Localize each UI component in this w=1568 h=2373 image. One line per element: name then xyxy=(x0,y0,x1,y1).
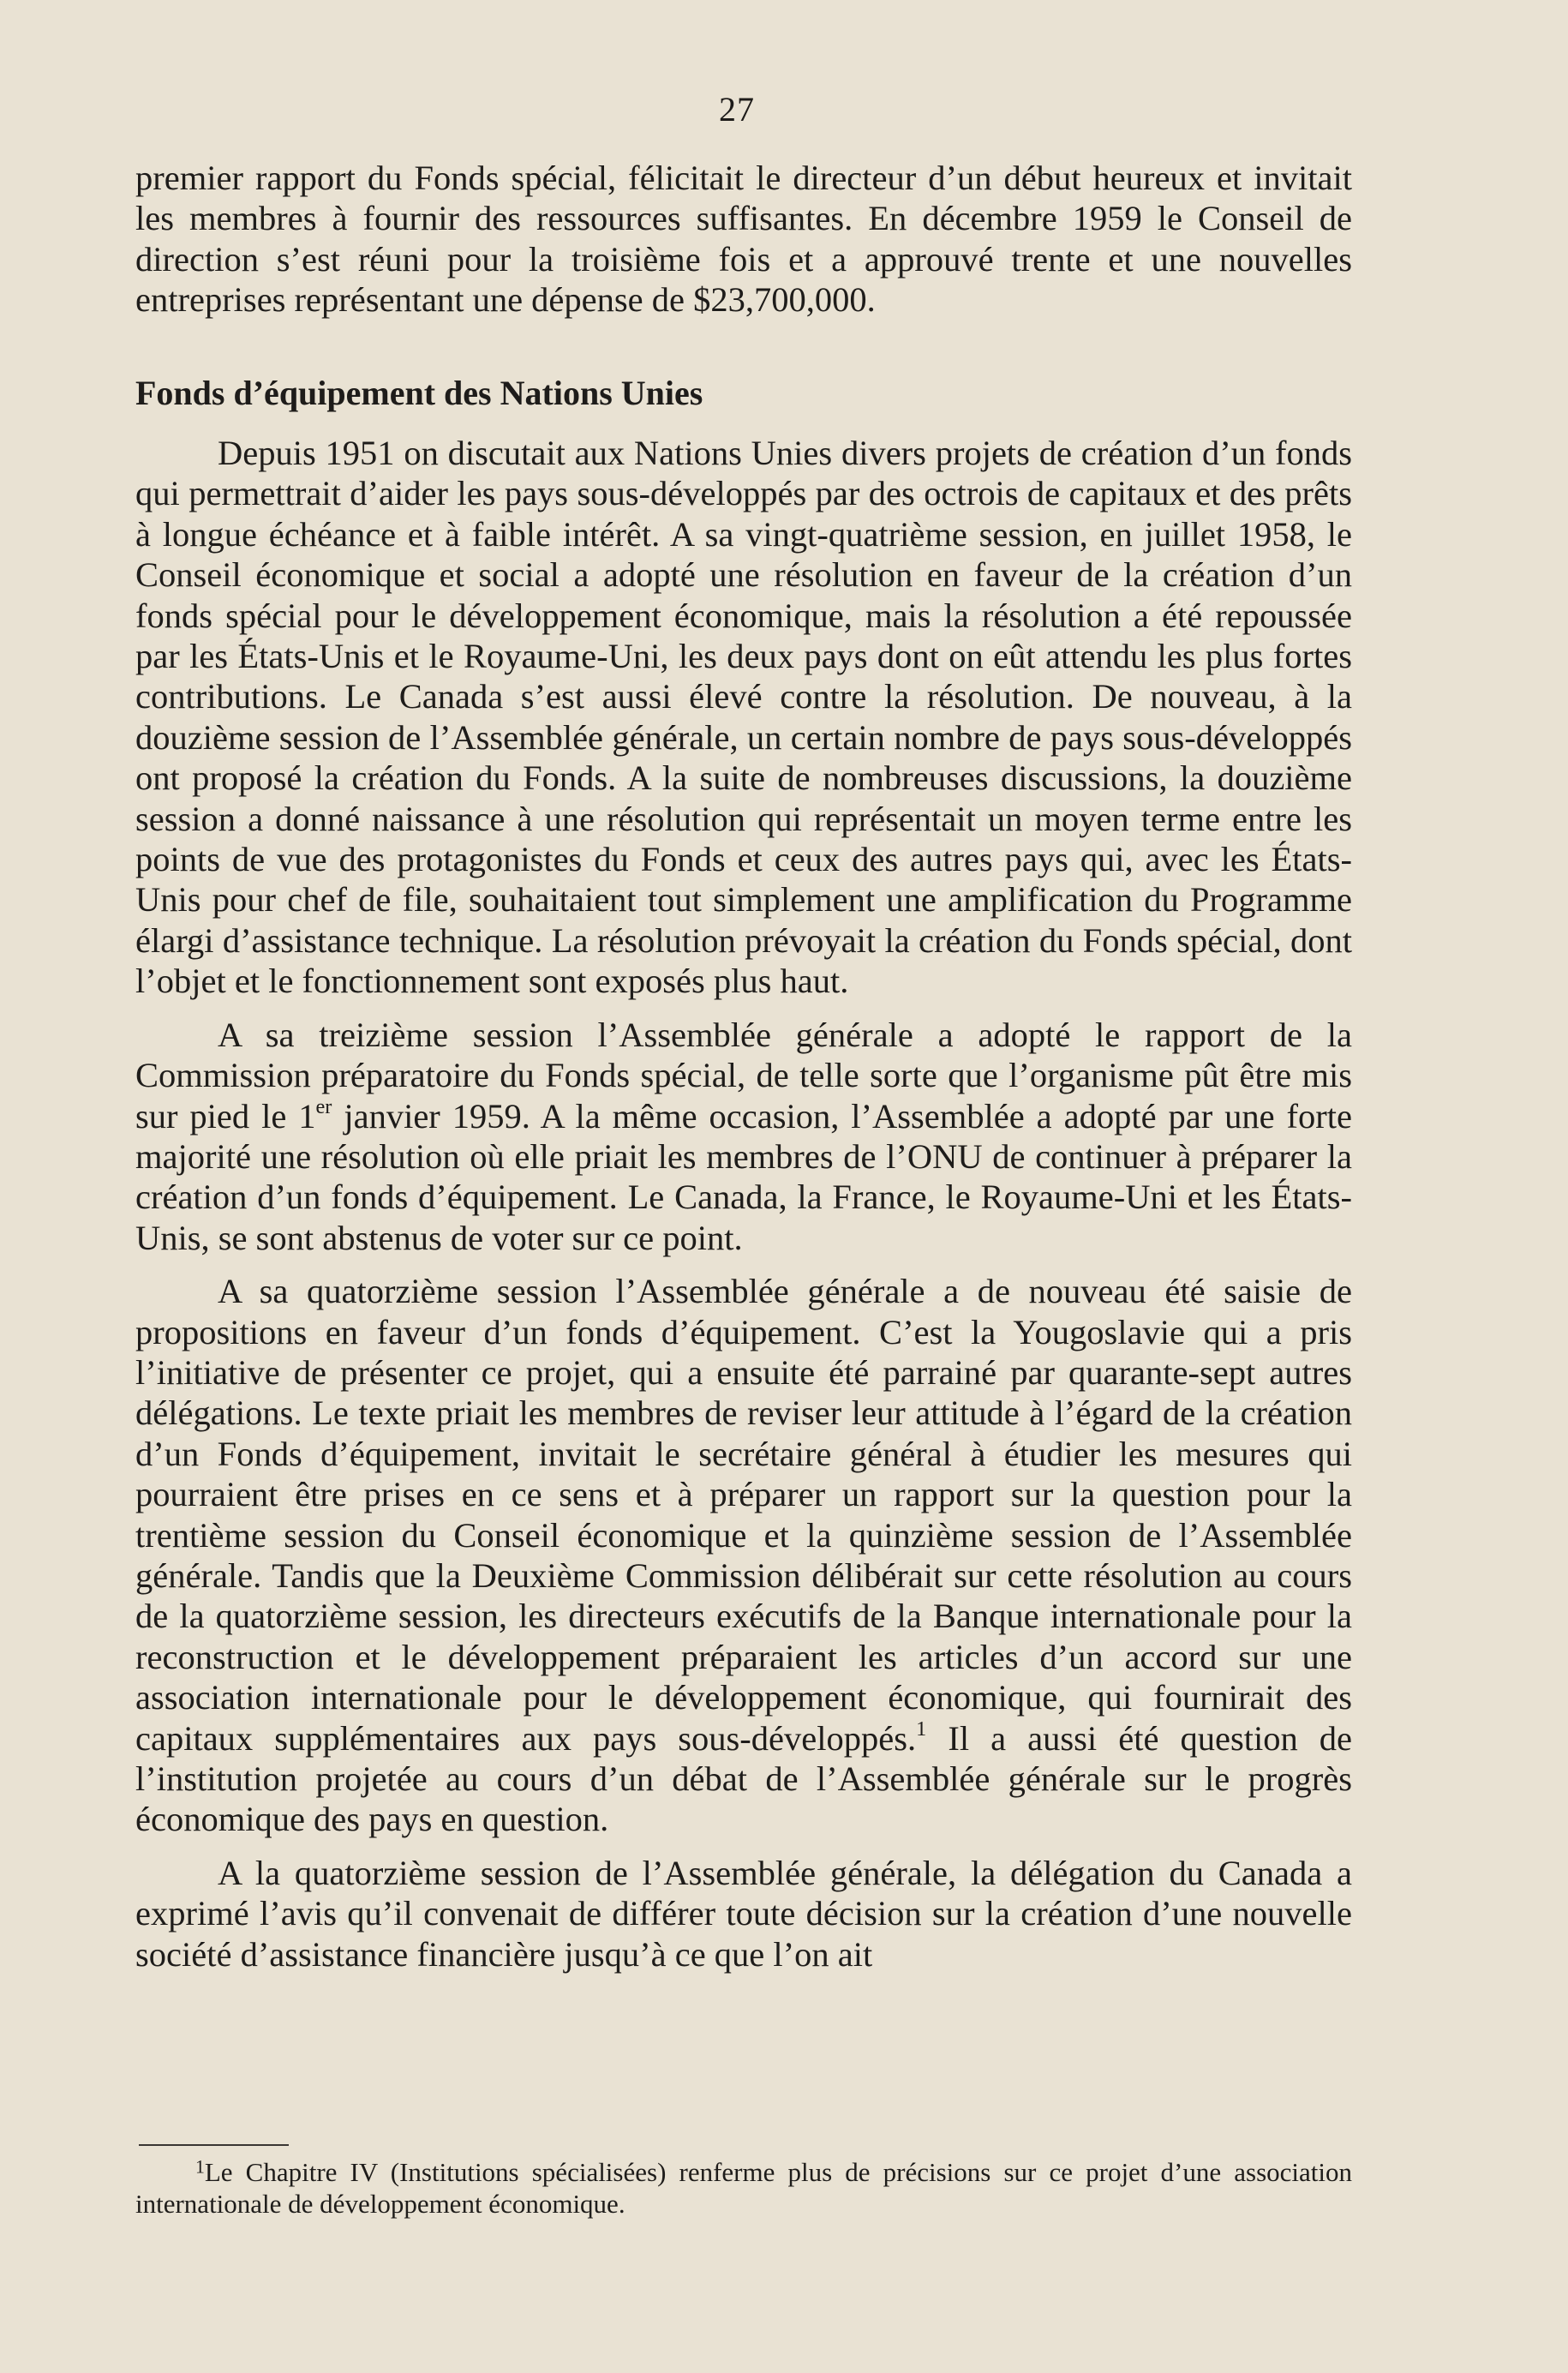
footnote xyxy=(135,2156,1352,2220)
footnote-divider xyxy=(139,2144,289,2146)
paragraph-3-part-2: Il a aussi été question de l’institution projetée au cours d’un débat de l’Assemblée générale sur le progrès économique des pays en question. xyxy=(135,1718,1353,1839)
footnote-text: Le Chapitre IV (Institutions spécialisées) renferme plus de précisions sur ce projet d’une association internationale de développement économique. xyxy=(135,2157,1352,2219)
footnote-marker: 1 xyxy=(195,2156,205,2178)
paragraph-1: Depuis 1951 on discutait aux Nations Unies divers projets de création d’un fonds qui permettrait d’aider les pays sous-développés par des octrois de capitaux et des prêts à longue échéance et à faible intérêt. A sa vingt-quatrième session, en juillet 1958, le Conseil économique et social a adopté une résolution en faveur de la création d’un fonds spécial pour le développement économique, mais la résolution a été repoussée par les États-Unis et le Royaume-Uni, les deux pays dont on eût attendu les plus fortes contributions. Le Canada s’est aussi élevé contre la résolution. De nouveau, à la douzième session de l’Assemblée générale, un certain nombre de pays sous-développés ont proposé la création du Fonds. A la suite de nombreuses discussions, la douzième session a donné naissance à une résolution qui représentait un moyen terme entre les points de vue des protagonistes du Fonds et ceux des autres pays qui, avec les États-Unis pour chef de file, souhaitaient tout simplement une amplification du Programme élargi d’assistance technique. La résolution prévoyait la création du Fonds spécial, dont l’objet et le fonctionnement sont exposés plus haut. xyxy=(135,434,1352,1001)
intro-text-block xyxy=(135,158,1352,321)
paragraph-3 xyxy=(135,1271,1352,1840)
paragraph-4: A la quatorzième session de l’Assemblée générale, la délégation du Canada a exprimé l’avis qu’il convenait de différer toute décision sur la création d’une nouvelle société d’assistance financière jusqu’à ce que l’on ait xyxy=(135,1853,1352,1974)
ordinal-superscript: er xyxy=(315,1094,332,1118)
footnote-reference: 1 xyxy=(916,1717,927,1741)
section-heading: Fonds d’équipement des Nations Unies xyxy=(135,374,703,412)
paragraph-2-part-2: janvier 1959. A la même occasion, l’Assemblée a adopté par une forte majorité une résolution où elle priait les membres de l’ONU de continuer à préparer la création d’un fonds d’équipement. Le Canada, la France, le Royaume-Uni et les États-Unis, se sont abstenus de voter sur ce point. xyxy=(135,1096,1352,1257)
intro-paragraph: premier rapport du Fonds spécial, félicitait le directeur d’un début heureux et invitait les membres à fournir des ressources suffisantes. En décembre 1959 le Conseil de direction s’est réuni pour la troisième fois et a approuvé trente et une nouvelles entreprises représentant une dépense de $23,700,000. xyxy=(135,159,1352,320)
page-number: 27 xyxy=(719,90,755,129)
paragraph-3-part-1: A sa quatorzième session l’Assemblée générale a de nouveau été saisie de propositions en faveur d’un fonds d’équipement. C’est la Yougoslavie qui a pris l’initiative de présenter ce projet, qui a ensuite été parrainé par quarante-sept autres délégations. Le texte priait les membres de reviser leur attitude à l’égard de la création d’un Fonds d’équipement, invitait le secrétaire général à étudier les mesures qui pourraient être prises en ce sens et à préparer un rapport sur la question pour la trentième session du Conseil économique et la quinzième session de l’Assemblée générale. Tandis que la Deuxième Commission délibérait sur cette résolution au cours de la quatorzième session, les directeurs exécutifs de la Banque internationale pour la reconstruction et le développement préparaient les articles d’un accord sur une association internationale pour le développement économique, qui fournirait des capitaux supplémentaires aux pays sous-développés. xyxy=(135,1272,1352,1758)
paragraph-2 xyxy=(135,1015,1352,1258)
paragraph-2-part-1: A sa treizième session l’Assemblée générale a adopté le rapport de la Commission préparatoire du Fonds spécial, de telle sorte que l’organisme pût être mis sur pied le 1 xyxy=(135,1015,1352,1136)
main-text-block xyxy=(135,433,1352,1975)
